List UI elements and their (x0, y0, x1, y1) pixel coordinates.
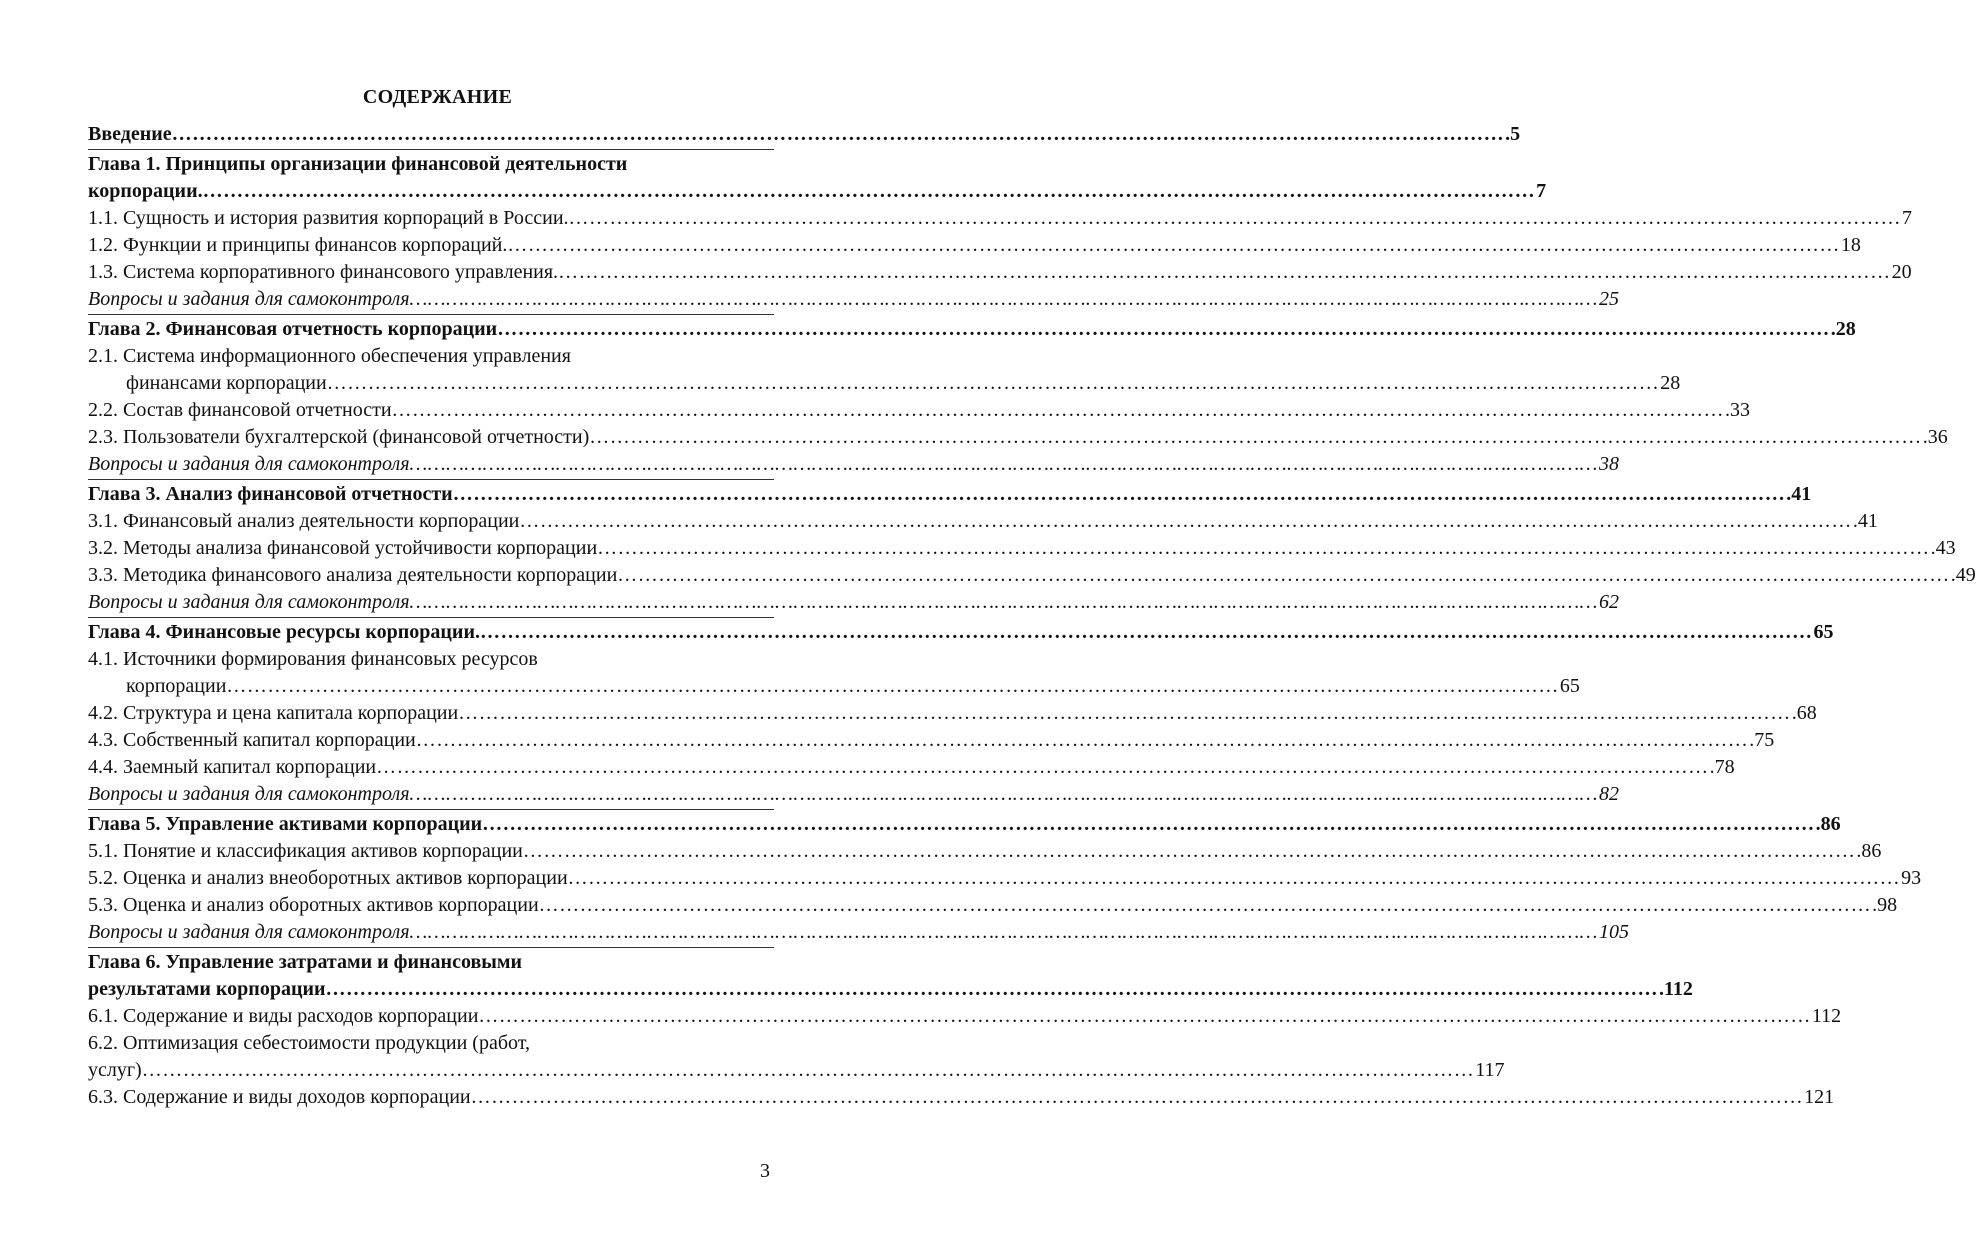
toc-entry-page: .68 (1791, 702, 1817, 724)
toc-entry-2-1-line-2[interactable] (88, 370, 1681, 397)
toc-entry-page: 121 (1804, 1086, 1835, 1108)
toc-entry-review-1[interactable] (88, 286, 1619, 313)
dot-leader: …………………………………………………………………………………………………………………………………………………………………………… (589, 426, 1922, 448)
dot-leader: …………………………………………………………………………………………………………………………………………………………………………… (325, 978, 1659, 1000)
dot-leader: …………………………………………………………………………………………………………………………………………………………………………… (391, 399, 1725, 421)
toc-entry-3-3[interactable] (88, 562, 1976, 589)
toc-entry-page: 117 (1475, 1059, 1505, 1081)
toc-entry-page: 65 (1813, 621, 1834, 643)
toc-entry-text: 5.3. Оценка и анализ оборотных активов корпорации (88, 894, 539, 916)
toc-entry-6-3[interactable] (88, 1084, 1835, 1111)
toc-group-chapter-1 (88, 149, 1913, 313)
toc-entry-3-1[interactable] (88, 508, 1878, 535)
toc-entry-text: 3.1. Финансовый анализ деятельности корпорации (88, 510, 520, 532)
toc-entry-page: .86 (1815, 813, 1841, 835)
dot-leader: …………………………………………………………………………………………………………………………………………………………………………… (597, 537, 1930, 559)
dot-leader: …………………………………………………………………………………………………………………………………………………………………………… (567, 867, 1901, 889)
toc-group-intro (88, 121, 1521, 148)
toc-entry-text: корпорации (126, 675, 227, 697)
toc-group-chapter-3 (88, 479, 1976, 616)
toc-entry-page: .112 (1659, 978, 1693, 1000)
dot-leader: …………………………………………………………………………………………………………………………………………………………………………… (226, 675, 1559, 697)
toc-entry-4-1-line-1[interactable]: 4.1. Источники формирования финансовых ресурсов (88, 648, 538, 670)
toc-entry-page: .36 (1922, 426, 1948, 448)
toc-entry-review-2[interactable] (88, 451, 1619, 478)
toc-entry-5-2[interactable] (88, 865, 1922, 892)
chapter-1-title-line-1[interactable]: Глава 1. Принципы организации финансовой деятельности (88, 153, 628, 175)
dot-leader: …………………………………………………………………………………………………………………………………………………………………………… (171, 123, 1505, 145)
toc-entry-text: 4.3. Собственный капитал корпорации (88, 729, 416, 751)
toc-entry-text: 3.3. Методика финансового анализа деятельности корпорации (88, 564, 618, 586)
dot-leader: …………………………………………………………………………………………………………………………………………………………………………… (376, 756, 1709, 778)
toc-entry-text: 5.1. Понятие и классификация активов корпорации (88, 840, 523, 862)
page-title: СОДЕРЖАНИЕ (362, 86, 513, 108)
toc-entry-text: результатами корпорации (88, 978, 326, 1000)
toc-entry-page: .41 (1786, 483, 1812, 505)
toc-entry-text: 6.3. Содержание и виды доходов корпорации (88, 1086, 471, 1108)
toc-entry-page: .43 (1930, 537, 1956, 559)
toc-entry-text: 6.1. Содержание и виды расходов корпорации (88, 1005, 479, 1027)
toc-entry-text: Вопросы и задания для самоконтроля (88, 783, 410, 805)
toc-entry-text: 4.4. Заемный капитал корпорации (88, 756, 377, 778)
dot-leader: …………………………………………………………………………………………………………………………………………………………………………… (507, 234, 1840, 256)
toc-entry-page: .86 (1856, 840, 1882, 862)
page-number: 3 (760, 1160, 770, 1182)
dot-leader: …………………………………………………………………………………………………………………………………………………………………………… (326, 372, 1660, 394)
toc-entry-text: Глава 4. Финансовые ресурсы корпорации. (88, 621, 480, 643)
dot-leader: …………………………………………………………………………………………………………………………………………………………………………… (415, 729, 1749, 751)
dot-leader: …………………………………………………………………………………………………………………………………………………………………………… (519, 510, 1852, 532)
toc-entry-text: 2.2. Состав финансовой отчетности (88, 399, 392, 421)
toc-entry-4-2[interactable] (88, 700, 1817, 727)
toc-entry-4-4[interactable] (88, 754, 1735, 781)
toc-entry-page: 7 (1902, 207, 1913, 229)
toc-entry-text: Введение (88, 123, 172, 145)
dot-leader: …………………………………………………………………………………………………………………………………………………………………………… (452, 483, 1786, 505)
table-of-contents (88, 121, 1976, 1112)
toc-entry-text: 4.2. Структура и цена капитала корпорации (88, 702, 459, 724)
toc-entry-5-1[interactable] (88, 838, 1882, 865)
toc-entry-6-2-line-1[interactable]: 6.2. Оптимизация себестоимости продукции (работ, (88, 1032, 530, 1054)
toc-entry-page: 25 (1598, 288, 1619, 310)
toc-entry-page: .41 (1852, 510, 1878, 532)
dot-leader: …………………………………………………………………………………………………………………………………………………………………………… (617, 564, 1950, 586)
toc-entry-text: финансами корпорации (126, 372, 327, 394)
toc-entry-text: 2.3. Пользователи бухгалтерской (финансовой отчетности) (88, 426, 590, 448)
toc-entry-page: .75 (1749, 729, 1775, 751)
toc-entry-text: 5.2. Оценка и анализ внеоборотных активов корпорации (88, 867, 568, 889)
toc-entry-4-3[interactable] (88, 727, 1775, 754)
toc-entry-text: Вопросы и задания для самоконтроля (88, 453, 410, 475)
toc-entry-1-1[interactable] (88, 205, 1913, 232)
toc-entry-page: 105 (1598, 921, 1629, 943)
toc-entry-text: Вопросы и задания для самоконтроля (88, 591, 410, 613)
toc-entry-introduction[interactable] (88, 121, 1521, 148)
toc-entry-page: .5 (1505, 123, 1521, 145)
toc-entry-page: 62 (1598, 591, 1619, 613)
toc-entry-6-1[interactable] (88, 1003, 1842, 1030)
dot-leader: …………………………………………………………………………………………………………………………………………………………………………… (522, 840, 1856, 862)
toc-entry-page: 65 (1559, 675, 1580, 697)
dot-leader: …………………………………………………………………………………………………………………………………………………………………………… (141, 1059, 1475, 1081)
toc-entry-page: .28 (1830, 318, 1856, 340)
toc-entry-text: 1.1. Сущность и история развития корпораций в России. (88, 207, 569, 229)
dot-leader: …………………………………………………………………………………………………………………………………………………………………………… (409, 288, 1598, 310)
dot-leader: …………………………………………………………………………………………………………………………………………………………………………… (538, 894, 1872, 916)
toc-group-chapter-6 (88, 947, 1842, 1111)
toc-entry-text: 3.2. Методы анализа финансовой устойчивости корпорации (88, 537, 598, 559)
toc-entry-review-5[interactable] (88, 919, 1629, 946)
toc-entry-text: Вопросы и задания для самоконтроля (88, 288, 410, 310)
chapter-5-title[interactable] (88, 811, 1841, 838)
dot-leader: …………………………………………………………………………………………………………………………………………………………………………… (478, 1005, 1811, 1027)
toc-entry-review-3[interactable] (88, 589, 1619, 616)
toc-entry-text: услуг) (88, 1059, 142, 1081)
dot-leader: …………………………………………………………………………………………………………………………………………………………………………… (497, 318, 1830, 340)
toc-entry-page: .98 (1872, 894, 1898, 916)
toc-group-chapter-4 (88, 617, 1834, 808)
toc-entry-text: Вопросы и задания для самоконтроля (88, 921, 410, 943)
dot-leader: …………………………………………………………………………………………………………………………………………………………………………… (458, 702, 1791, 724)
toc-entry-page: .49 (1950, 564, 1976, 586)
toc-entry-text: 1.3. Система корпоративного финансового управления. (88, 261, 559, 283)
dot-leader: …………………………………………………………………………………………………………………………………………………………………………… (409, 921, 1598, 943)
toc-entry-5-3[interactable] (88, 892, 1898, 919)
toc-entry-1-2[interactable] (88, 232, 1861, 259)
toc-entry-page: 18 (1840, 234, 1861, 256)
dot-leader: …………………………………………………………………………………………………………………………………………………………………………… (470, 1086, 1804, 1108)
dot-leader: …………………………………………………………………………………………………………………………………………………………………………… (479, 621, 1813, 643)
dot-leader: …………………………………………………………………………………………………………………………………………………………………………… (409, 591, 1598, 613)
chapter-1-title-line-2[interactable] (88, 178, 1547, 205)
toc-entry-page: .33 (1725, 399, 1751, 421)
toc-group-chapter-5 (88, 809, 1922, 946)
toc-entry-page: 28 (1660, 372, 1681, 394)
dot-leader: …………………………………………………………………………………………………………………………………………………………………………… (409, 453, 1598, 475)
toc-entry-4-1-line-2[interactable] (88, 673, 1580, 700)
toc-entry-text: Глава 2. Финансовая отчетность корпорации (88, 318, 498, 340)
toc-entry-page: 93 (1901, 867, 1922, 889)
toc-entry-text: Глава 3. Анализ финансовой отчетности (88, 483, 453, 505)
chapter-6-title-line-1[interactable]: Глава 6. Управление затратами и финансовыми (88, 951, 523, 973)
toc-entry-3-2[interactable] (88, 535, 1956, 562)
dot-leader: …………………………………………………………………………………………………………………………………………………………………………… (558, 261, 1891, 283)
toc-entry-2-1-line-1[interactable]: 2.1. Система информационного обеспечения управления (88, 345, 571, 367)
toc-entry-page: 20 (1891, 261, 1912, 283)
toc-entry-page: 38 (1598, 453, 1619, 475)
toc-entry-6-2-line-2[interactable] (88, 1057, 1505, 1084)
toc-entry-1-3[interactable] (88, 259, 1912, 286)
toc-entry-page: 7 (1536, 180, 1547, 202)
dot-leader: …………………………………………………………………………………………………………………………………………………………………………… (409, 783, 1598, 805)
toc-entry-page: 112 (1811, 1005, 1842, 1027)
toc-entry-page: 82 (1598, 783, 1619, 805)
chapter-6-title-line-2[interactable] (88, 976, 1693, 1003)
dot-leader: …………………………………………………………………………………………………………………………………………………………………………… (202, 180, 1536, 202)
dot-leader: …………………………………………………………………………………………………………………………………………………………………………… (568, 207, 1902, 229)
chapter-4-title[interactable] (88, 619, 1834, 646)
dot-leader: …………………………………………………………………………………………………………………………………………………………………………… (482, 813, 1815, 835)
toc-entry-2-2[interactable] (88, 397, 1751, 424)
toc-entry-page: .78 (1709, 756, 1735, 778)
toc-entry-text: Глава 5. Управление активами корпорации (88, 813, 483, 835)
toc-entry-text: 1.2. Функции и принципы финансов корпораций. (88, 234, 508, 256)
toc-entry-text: корпорации. (88, 180, 203, 202)
chapter-2-title[interactable] (88, 316, 1856, 343)
chapter-3-title[interactable] (88, 481, 1812, 508)
toc-group-chapter-2 (88, 314, 1948, 478)
toc-entry-2-3[interactable] (88, 424, 1948, 451)
toc-entry-review-4[interactable] (88, 781, 1619, 808)
